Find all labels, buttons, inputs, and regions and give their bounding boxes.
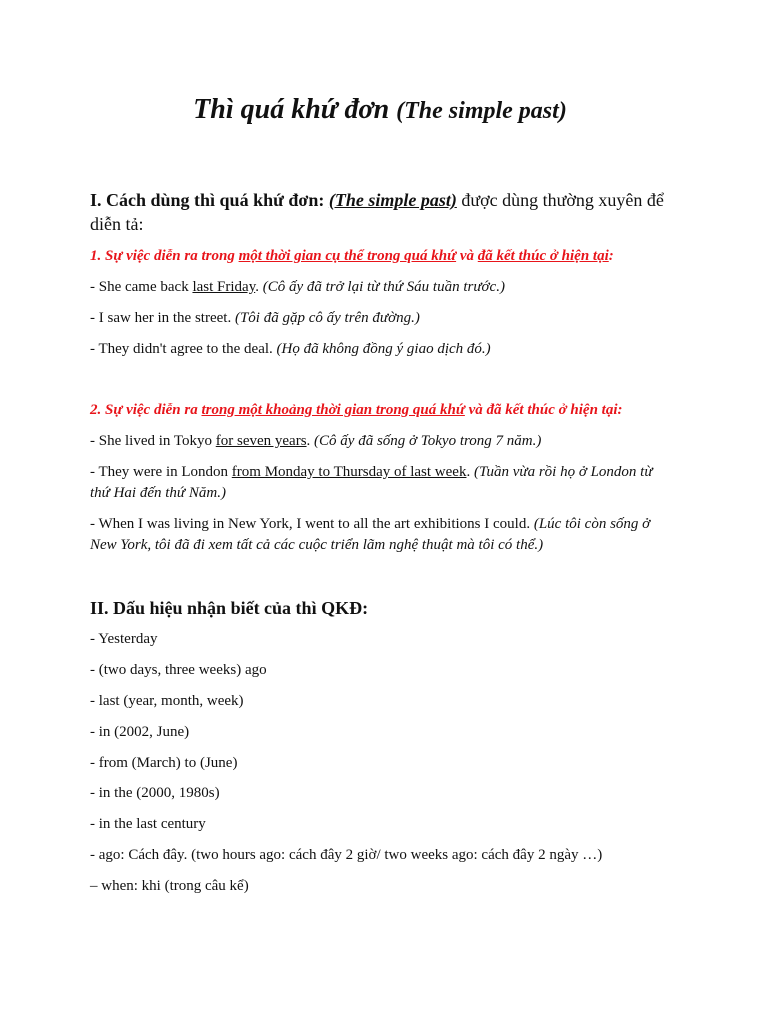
title-main: Thì quá khứ đơn [193,94,390,125]
signal-item: – when: khi (trong câu kể) [90,878,249,894]
use-2-prefix: 2. Sự việc diễn ra [90,402,202,418]
signal-item: - ago: Cách đây. (two hours ago: cách đây 2 giờ/ two weeks ago: cách đây 2 ngày …) [90,847,603,863]
example-text: . [466,464,474,480]
use-1-heading [90,246,670,266]
title-sub: (The simple past) [396,98,567,124]
page-title [90,93,670,128]
example-text: - They were in London [90,464,232,480]
example-translation: (Lúc tôi còn sống ở New York, tôi đã đi xem tất cả các cuộc triển lãm nghệ thuật mà tôi có thể.) [90,516,651,553]
example-translation: (Tuần vừa rồi họ ở London từ thứ Hai đến thứ Năm.) [90,464,653,501]
use-1-prefix: 1. Sự việc diễn ra trong [90,248,239,264]
use-1-example-1 [90,277,660,298]
example-underline: last Friday [192,279,256,295]
use-1-suffix: : [608,248,614,264]
section-1-heading-link: (The simple past) [328,190,457,210]
section-2-heading [90,596,665,620]
example-translation: (Cô ấy đã sống ở Tokyo trong 7 năm.) [314,433,542,449]
section-2-heading-text: II. Dấu hiệu nhận biết của thì QKĐ: [90,598,369,618]
use-2-example-1 [90,431,660,452]
example-underline: for seven years [215,433,307,449]
signal-item: - from (March) to (June) [90,755,238,771]
section-1-heading-rest: được dùng thường xuyên để diễn tả: [90,190,664,234]
example-text: - They didn't agree to the deal. [90,341,277,357]
signal-item: - in the last century [90,816,206,832]
example-text: - She lived in Tokyo [90,433,216,449]
use-2-heading [90,400,670,420]
signal-item: - in the (2000, 1980s) [90,785,220,801]
example-text: . [306,433,315,449]
section-1-heading-bold: I. Cách dùng thì quá khứ đơn: [90,190,325,210]
example-translation: (Tôi đã gặp cô ấy trên đường.) [234,310,420,326]
example-text: . [255,279,263,295]
signal-item: - last (year, month, week) [90,693,244,709]
use-1-underline-2: đã kết thúc ở hiện tại [477,248,609,264]
use-2-example-3 [90,514,660,556]
example-translation: (Cô ấy đã trở lại từ thứ Sáu tuần trước.) [262,279,505,295]
example-text: - When I was living in New York, I went to all the art exhibitions I could. [90,516,534,532]
use-1-underline-1: một thời gian cụ thể trong quá khứ [238,248,457,264]
use-2-underline: trong một khoảng thời gian trong quá khứ [201,402,465,418]
signal-item: - in (2002, June) [90,724,190,740]
example-text: - I saw her in the street. [90,310,235,326]
example-translation: (Họ đã không đồng ý giao dịch đó.) [276,341,491,357]
example-text: - She came back [90,279,193,295]
use-1-example-2 [90,308,660,329]
use-2-suffix: và đã kết thúc ở hiện tại: [464,402,623,418]
example-underline: from Monday to Thursday of last week [231,464,467,480]
section-1-heading [90,188,665,236]
use-1-example-3 [90,339,660,360]
use-2-example-2 [90,462,660,504]
signal-item: - (two days, three weeks) ago [90,662,267,678]
signal-item: - Yesterday [90,631,158,647]
use-1-mid: và [456,248,478,264]
